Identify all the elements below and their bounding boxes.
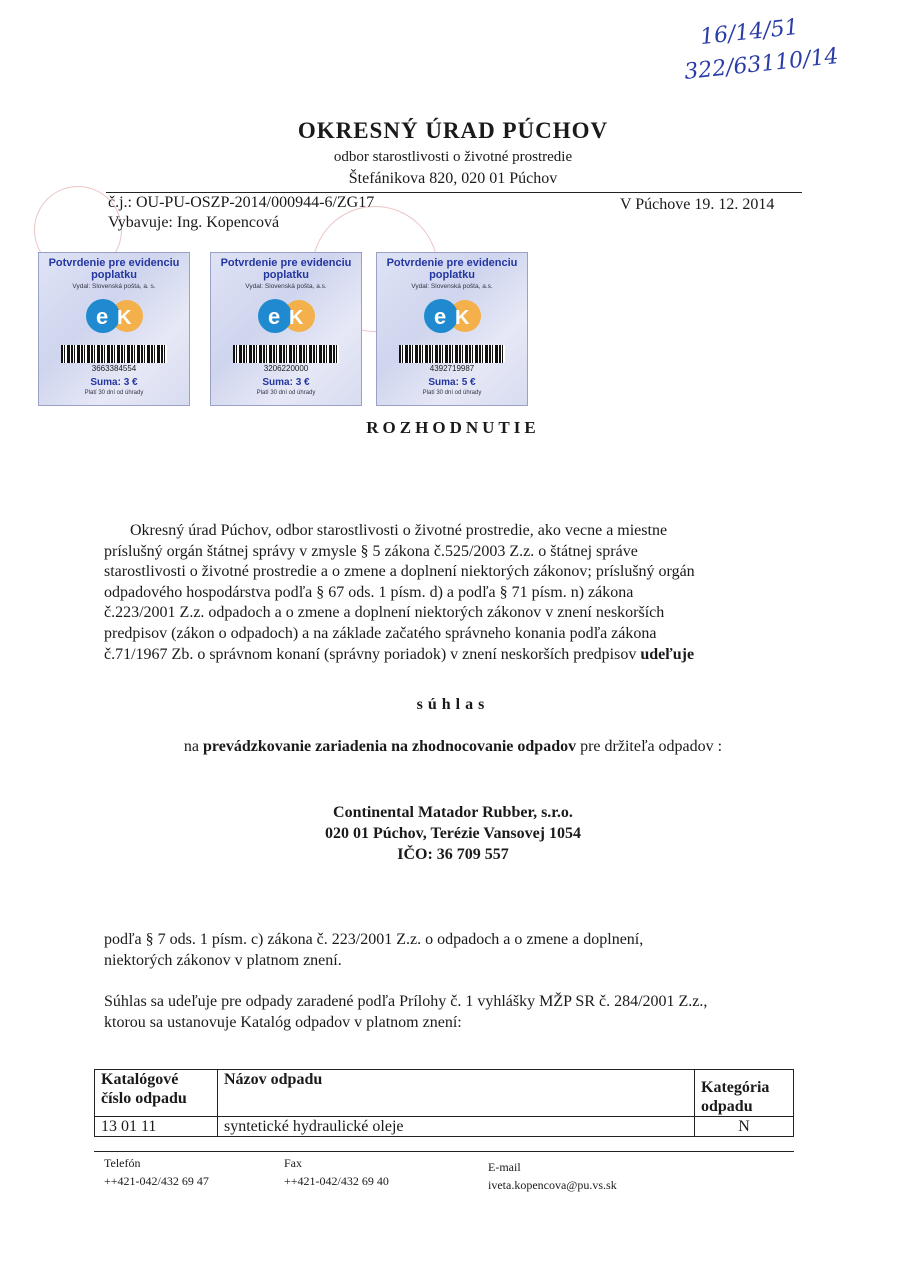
svg-text:e: e [96, 304, 109, 329]
intro-line: starostlivosti o životné prostredie a o zmene a doplnení niektorých zákonov; príslušný orgán [104, 563, 695, 581]
svg-text:K: K [289, 307, 304, 329]
svg-text:K: K [117, 307, 132, 329]
svg-text:e: e [268, 304, 281, 329]
intro-last-line: č.71/1967 Zb. o správnom konaní (správny poriadok) v znení neskorších predpisov udeľuje [104, 645, 695, 663]
footer-fax: Fax ++421-042/432 69 40 [284, 1156, 389, 1188]
intro-line: odpadového hospodárstva podľa § 67 ods. 1 písm. d) a podľa § 71 písm. n) zákona [104, 583, 634, 601]
intro-line: Okresný úrad Púchov, odbor starostlivosti o životné prostredie, ako vecne a miestne [130, 522, 668, 539]
fee-stamp-validity: Platí 30 dní od úhrady [84, 390, 144, 396]
handwritten-note-line1: 16/14/51 [698, 14, 800, 51]
fee-stamp-barcode [399, 345, 505, 363]
fee-stamp-amount: Suma: 3 € [90, 377, 138, 388]
fee-stamp-barcode [61, 345, 167, 363]
waste-category: N [695, 1117, 794, 1137]
holder-name: Continental Matador Rubber, s.r.o. [333, 804, 573, 821]
fee-stamp-amount: Suma: 5 € [428, 377, 476, 388]
svg-text:e: e [434, 304, 447, 329]
col-header-name: Názov odpadu [218, 1070, 695, 1117]
department-name: odbor starostlivosti o životné prostredie [333, 149, 573, 165]
waste-name: syntetické hydraulické oleje [218, 1117, 695, 1137]
legal-basis: podľa § 7 ods. 1 písm. c) zákona č. 223/2001 Z.z. o odpadoch a o zmene a doplnení, niektorých zákonov v platnom znení. [104, 931, 644, 969]
ek-logo-icon [77, 297, 149, 335]
intro-paragraph [104, 521, 800, 665]
fee-stamp-title: Potvrdenie pre evidenciu poplatku [220, 257, 352, 281]
fee-stamp-number: 3206220000 [263, 364, 309, 373]
table-header-row [95, 1070, 794, 1117]
fee-stamp-issuer: Vydal: Slovenská pošta, a. s. [72, 283, 156, 290]
fee-stamp-amount: Suma: 3 € [262, 377, 310, 388]
fee-stamp-issuer: Vydal: Slovenská pošta, a.s. [245, 283, 327, 290]
svg-text:K: K [455, 307, 470, 329]
ek-logo-icon [249, 297, 321, 335]
fee-stamp-title: Potvrdenie pre evidenciu poplatku [48, 257, 180, 281]
header-divider [106, 192, 802, 193]
fee-stamp-validity: Platí 30 dní od úhrady [422, 390, 482, 396]
fee-stamp-issuer: Vydal: Slovenská pošta, a.s. [411, 283, 493, 290]
ek-logo-icon [415, 297, 487, 335]
waste-code: 13 01 11 [95, 1117, 218, 1137]
decision-heading: ROZHODNUTIE [366, 418, 540, 437]
consent-scope: Súhlas sa udeľuje pre odpady zaradené podľa Prílohy č. 1 vyhlášky MŽP SR č. 284/2001 Z.z., ktorou sa ustanovuje Katalóg odpadov v platnom znení: [104, 993, 708, 1031]
fee-stamp-barcode [233, 345, 339, 363]
col-header-code: Katalógové číslo odpadu [95, 1070, 218, 1117]
fee-stamp-title: Potvrdenie pre evidenciu poplatku [386, 257, 518, 281]
fee-stamp-validity: Platí 30 dní od úhrady [256, 390, 316, 396]
fee-stamp-number: 4392719987 [429, 364, 475, 373]
grants-verb: udeľuje [640, 645, 695, 663]
col-header-category: Kategória odpadu [695, 1070, 794, 1117]
handwritten-note-line2: 322/63110/14 [683, 43, 840, 86]
footer-divider [94, 1151, 794, 1152]
fee-stamp-3 [376, 252, 528, 406]
office-address: Štefánikova 820, 020 01 Púchov [348, 170, 558, 187]
waste-table [94, 1069, 794, 1137]
waste-holder [0, 802, 906, 865]
fee-stamp-number: 3663384554 [91, 364, 137, 373]
purpose-line: na prevádzkovanie zariadenia na zhodnocovanie odpadov pre držiteľa odpadov : [183, 738, 723, 755]
footer-phone: Telefón ++421-042/432 69 47 [104, 1156, 209, 1188]
intro-line: predpisov (zákon o odpadoch) a na základe začatého správneho konania podľa zákona [104, 624, 657, 642]
fee-stamp-1 [38, 252, 190, 406]
intro-line: č.223/2001 Z.z. odpadoch a o zmene a doplnení niektorých zákonov v znení neskorších [104, 604, 665, 622]
intro-line: príslušný orgán štátnej správy v zmysle § 5 zákona č.525/2003 Z.z. o štátnej správe [104, 542, 638, 560]
footer-email: E-mail iveta.kopencova@pu.vs.sk [488, 1160, 617, 1192]
table-row [95, 1117, 794, 1137]
place-date: V Púchove 19. 12. 2014 [620, 196, 775, 213]
consent-heading: súhlas [416, 696, 490, 713]
holder-address: 020 01 Púchov, Terézie Vansovej 1054 [324, 825, 581, 842]
reference-number: č.j.: OU-PU-OSZP-2014/000944-6/ZG17 [108, 194, 375, 211]
email-link[interactable]: iveta.kopencova@pu.vs.sk [488, 1178, 617, 1192]
holder-ico: IČO: 36 709 557 [397, 846, 509, 863]
fee-stamp-2 [210, 252, 362, 406]
handled-by: Vybavuje: Ing. Kopencová [108, 214, 280, 231]
office-title: OKRESNÝ ÚRAD PÚCHOV [297, 118, 609, 143]
